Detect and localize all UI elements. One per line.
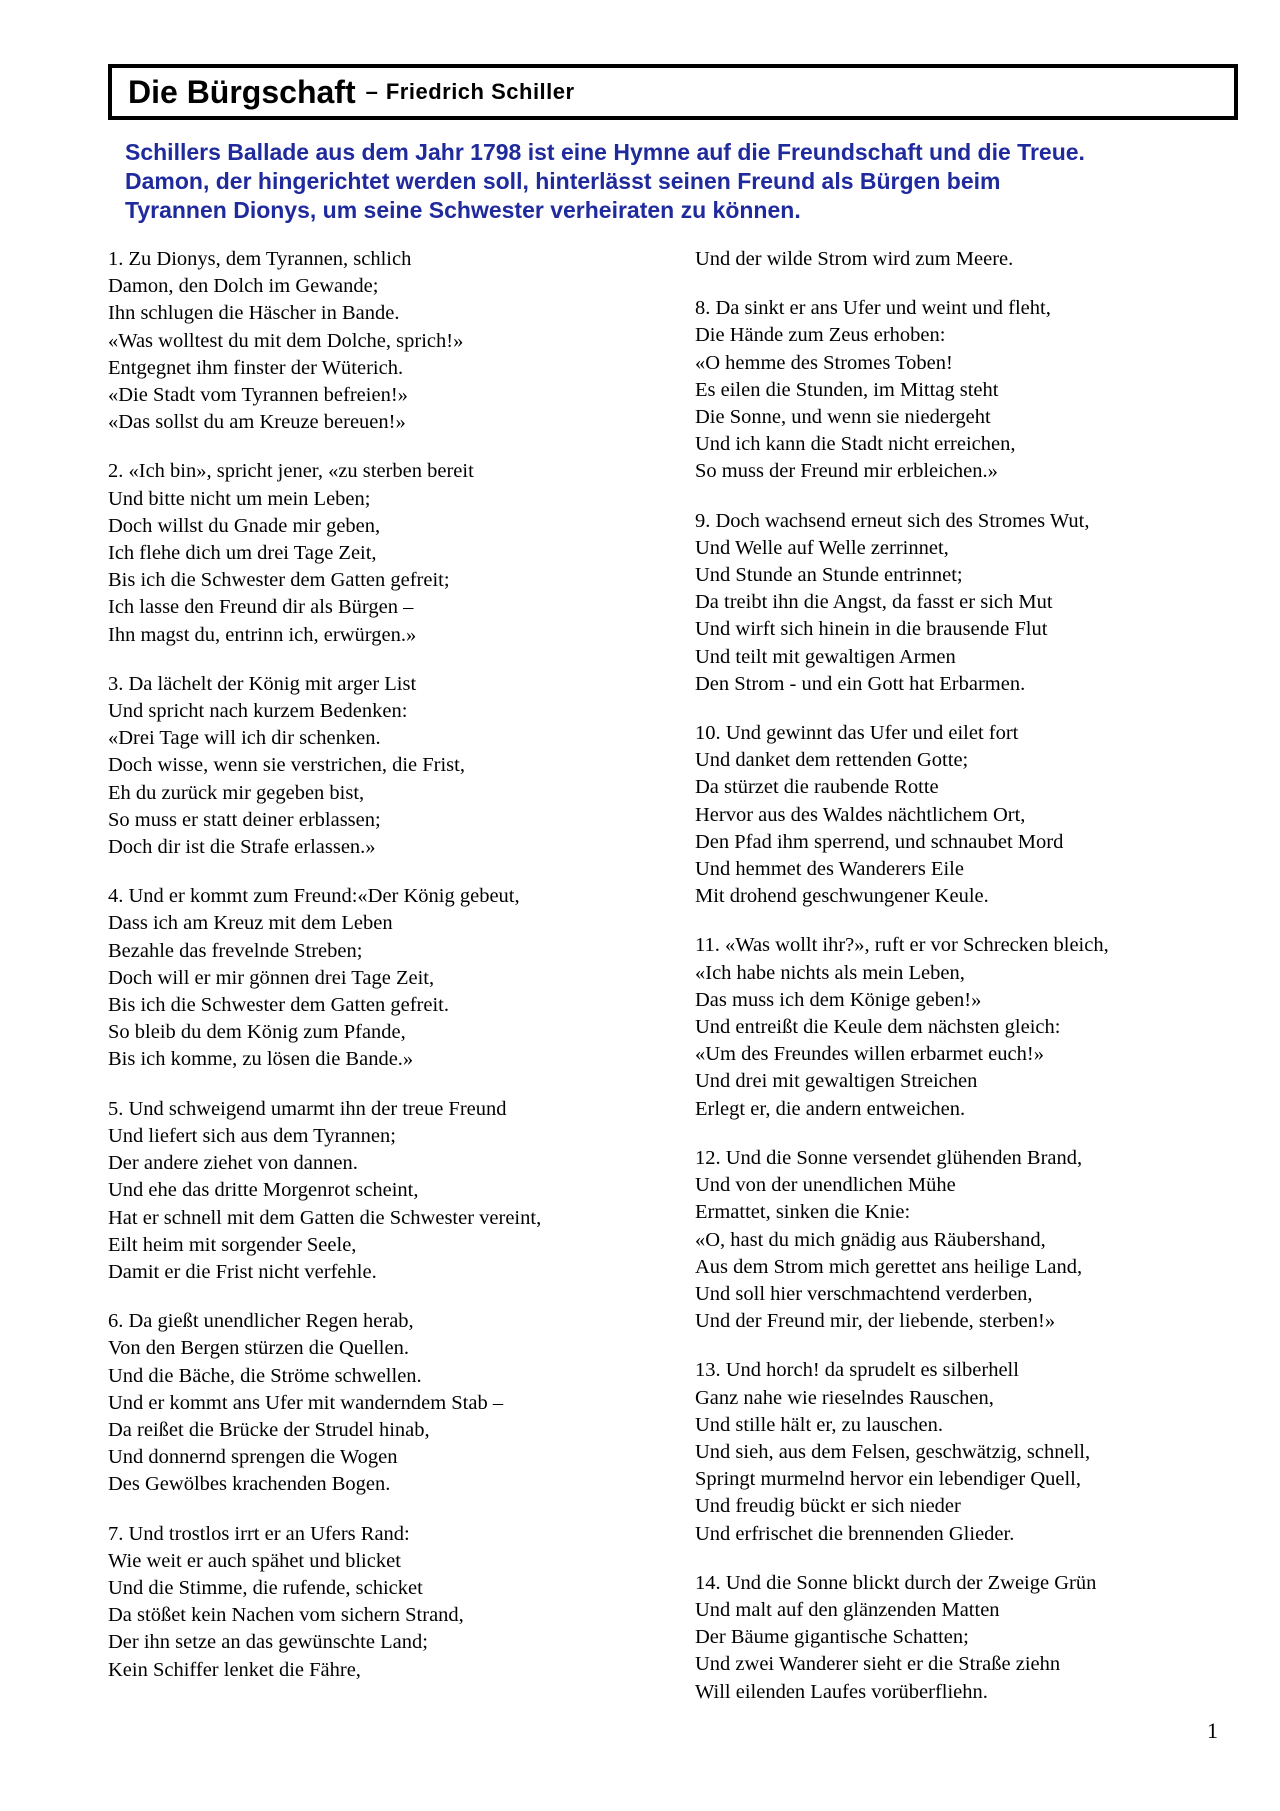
verse-line: 14. Und die Sonne blickt durch der Zweige Grün (695, 1571, 1097, 1594)
verse-line: 1. Zu Dionys, dem Tyrannen, schlich (108, 248, 412, 270)
verse-line: Der ihn setze an das gewünschte Land; (108, 1631, 428, 1654)
stanza (695, 720, 1255, 910)
verse-line: Entgegnet ihm finster der Wüterich. (108, 356, 404, 379)
verse-line: Wie weit er auch spähet und blicket (108, 1549, 401, 1572)
verse-line: Ich lasse den Freund dir als Bürgen – (108, 596, 414, 619)
verse-line: Und malt auf den glänzenden Matten (695, 1598, 1000, 1621)
verse-line: Eh du zurück mir gegeben bist, (108, 781, 365, 804)
verse-line: 6. Da gießt unendlicher Regen herab, (108, 1310, 414, 1333)
verse-line: Da stürzet die raubende Rotte (695, 776, 939, 799)
verse-line: Bezahle das frevelnde Streben; (108, 939, 363, 962)
verse-line: Und liefert sich aus dem Tyrannen; (108, 1124, 396, 1147)
verse-line: Bis ich die Schwester dem Gatten gefreit. (108, 994, 449, 1017)
verse-line: Ganz nahe wie rieselndes Rauschen, (695, 1386, 994, 1409)
verse-line: Und danket dem rettenden Gotte; (695, 749, 969, 772)
verse-line: 12. Und die Sonne versendet glühenden Brand, (695, 1146, 1083, 1169)
title-separator: – (365, 79, 378, 104)
verse-line: Ermattet, sinken die Knie: (695, 1201, 911, 1224)
stanza (108, 1308, 668, 1498)
verse-line: Und er kommt ans Ufer mit wanderndem Stab – (108, 1391, 504, 1414)
title-box (108, 64, 1238, 120)
verse-line: Und Stunde an Stunde entrinnet; (695, 564, 963, 587)
verse-line: Und stille hält er, zu lauschen. (695, 1413, 943, 1436)
stanza (695, 508, 1255, 698)
verse-line: Den Strom - und ein Gott hat Erbarmen. (695, 672, 1026, 695)
verse-line: 13. Und horch! da sprudelt es silberhell (695, 1359, 1019, 1382)
verse-line: Damon, den Dolch im Gewande; (108, 275, 379, 298)
verse-line: Und Welle auf Welle zerrinnet, (695, 536, 949, 559)
verse-line: Die Hände zum Zeus erhoben: (695, 324, 946, 347)
verse-line: 11. «Was wollt ihr?», ruft er vor Schrecken bleich, (695, 934, 1109, 957)
verse-line: Aus dem Strom mich gerettet ans heilige Land, (695, 1255, 1083, 1278)
verse-line: Und bitte nicht um mein Leben; (108, 487, 371, 510)
verse-line: Und teilt mit gewaltigen Armen (695, 645, 956, 668)
verse-line: Bis ich die Schwester dem Gatten gefreit; (108, 569, 450, 592)
verse-line: Eilt heim mit sorgender Seele, (108, 1233, 357, 1256)
verse-line: Ihn magst du, entrinn ich, erwürgen.» (108, 623, 417, 646)
verse-line: «O, hast du mich gnädig aus Räubershand, (695, 1228, 1046, 1251)
page-number: 1 (1207, 1718, 1218, 1743)
verse-line: Doch wisse, wenn sie verstrichen, die Frist, (108, 754, 465, 777)
verse-line: 7. Und trostlos irrt er an Ufers Rand: (108, 1522, 410, 1545)
right-column (695, 246, 1255, 1728)
verse-line: «Das sollst du am Kreuze bereuen!» (108, 411, 406, 434)
verse-line: Und drei mit gewaltigen Streichen (695, 1070, 978, 1093)
verse-line: Und freudig bückt er sich nieder (695, 1495, 961, 1518)
verse-line: 10. Und gewinnt das Ufer und eilet fort (695, 722, 1019, 745)
stanza (695, 246, 1255, 273)
verse-line: Des Gewölbes krachenden Bogen. (108, 1473, 391, 1496)
verse-line: Und die Stimme, die rufende, schicket (108, 1576, 423, 1599)
stanza (108, 671, 668, 861)
verse-line: So muss der Freund mir erbleichen.» (695, 460, 998, 483)
verse-line: Springt murmelnd hervor ein lebendiger Quell, (695, 1468, 1081, 1491)
verse-line: «Um des Freundes willen erbarmet euch!» (695, 1043, 1044, 1066)
stanza (695, 1145, 1255, 1335)
stanza (695, 1357, 1255, 1547)
verse-line: 3. Da lächelt der König mit arger List (108, 672, 417, 695)
verse-line: Und von der unendlichen Mühe (695, 1174, 956, 1197)
stanza (108, 246, 668, 436)
stanza (695, 295, 1255, 485)
verse-line: Und hemmet des Wanderers Eile (695, 858, 964, 881)
verse-line: So bleib du dem König zum Pfande, (108, 1021, 406, 1044)
verse-line: Da reißet die Brücke der Strudel hinab, (108, 1418, 430, 1441)
verse-line: «O hemme des Stromes Toben! (695, 351, 953, 374)
verse-line: Kein Schiffer lenket die Fähre, (108, 1658, 361, 1681)
verse-line: Da treibt ihn die Angst, da fasst er sich Mut (695, 591, 1053, 614)
verse-line: Und der wilde Strom wird zum Meere. (695, 248, 1014, 270)
verse-line: Und entreißt die Keule dem nächsten gleich: (695, 1016, 1061, 1039)
verse-line: Der andere ziehet von dannen. (108, 1152, 358, 1175)
stanza (695, 1570, 1255, 1706)
intro-paragraph (125, 138, 1235, 225)
verse-line: «Drei Tage will ich dir schenken. (108, 727, 381, 750)
verse-line: 4. Und er kommt zum Freund:«Der König gebeut, (108, 885, 520, 908)
stanza (695, 932, 1255, 1122)
verse-line: Und donnernd sprengen die Wogen (108, 1446, 398, 1469)
verse-line: Die Sonne, und wenn sie niedergeht (695, 406, 991, 429)
verse-line: Und spricht nach kurzem Bedenken: (108, 700, 408, 723)
verse-line: 5. Und schweigend umarmt ihn der treue Freund (108, 1097, 507, 1120)
verse-line: Damit er die Frist nicht verfehle. (108, 1260, 377, 1283)
verse-line: Und soll hier verschmachtend verderben, (695, 1282, 1033, 1305)
verse-line: 8. Da sinkt er ans Ufer und weint und fleht, (695, 297, 1051, 320)
verse-line: So muss er statt deiner erblassen; (108, 808, 381, 831)
verse-line: Hervor aus des Waldes nächtlichem Ort, (695, 803, 1026, 826)
intro-line: Tyrannen Dionys, um seine Schwester verheiraten zu können. (125, 197, 801, 223)
verse-line: Das muss ich dem Könige geben!» (695, 988, 982, 1011)
verse-line: Den Pfad ihm sperrend, und schnaubet Mord (695, 830, 1064, 853)
verse-line: 2. «Ich bin», spricht jener, «zu sterben bereit (108, 460, 474, 483)
verse-line: Da stößet kein Nachen vom sichern Strand, (108, 1604, 464, 1627)
verse-line: Und zwei Wanderer sieht er die Straße ziehn (695, 1653, 1061, 1676)
verse-line: Und ehe das dritte Morgenrot scheint, (108, 1179, 419, 1202)
verse-line: Es eilen die Stunden, im Mittag steht (695, 378, 999, 401)
verse-line: Und ich kann die Stadt nicht erreichen, (695, 433, 1016, 456)
verse-line: Und die Bäche, die Ströme schwellen. (108, 1364, 422, 1387)
verse-line: «Die Stadt vom Tyrannen befreien!» (108, 384, 408, 407)
verse-line: 9. Doch wachsend erneut sich des Stromes Wut, (695, 509, 1090, 532)
verse-line: Und erfrischet die brennenden Glieder. (695, 1522, 1015, 1545)
verse-line: Ihn schlugen die Häscher in Bande. (108, 302, 400, 325)
verse-line: «Ich habe nichts als mein Leben, (695, 961, 965, 984)
verse-line: Bis ich komme, zu lösen die Bande.» (108, 1048, 414, 1071)
verse-line: Und der Freund mir, der liebende, sterben!» (695, 1310, 1056, 1333)
verse-line: Und sieh, aus dem Felsen, geschwätzig, schnell, (695, 1440, 1091, 1463)
left-column (108, 246, 668, 1706)
verse-line: Dass ich am Kreuz mit dem Leben (108, 912, 393, 935)
stanza (108, 883, 668, 1073)
verse-line: Doch willst du Gnade mir geben, (108, 514, 381, 537)
verse-line: Doch dir ist die Strafe erlassen.» (108, 836, 376, 859)
verse-line: Von den Bergen stürzen die Quellen. (108, 1337, 409, 1360)
verse-line: Und wirft sich hinein in die brausende Flut (695, 618, 1048, 641)
verse-line: Ich flehe dich um drei Tage Zeit, (108, 542, 377, 565)
verse-line: Hat er schnell mit dem Gatten die Schwester vereint, (108, 1206, 542, 1229)
verse-line: Will eilenden Laufes vorüberfliehn. (695, 1680, 988, 1703)
intro-line: Schillers Ballade aus dem Jahr 1798 ist eine Hymne auf die Freundschaft und die Treue. (125, 139, 1085, 165)
stanza (108, 1521, 668, 1684)
verse-line: Erlegt er, die andern entweichen. (695, 1097, 966, 1120)
poem-title: Die Bürgschaft (128, 73, 356, 110)
verse-line: Der Bäume gigantische Schatten; (695, 1626, 969, 1649)
verse-line: Mit drohend geschwungener Keule. (695, 885, 989, 908)
verse-line: Doch will er mir gönnen drei Tage Zeit, (108, 966, 435, 989)
stanza (108, 1096, 668, 1286)
intro-line: Damon, der hingerichtet werden soll, hinterlässt seinen Freund als Bürgen beim (125, 168, 1001, 194)
poem-author: Friedrich Schiller (385, 79, 575, 104)
verse-line: «Was wolltest du mit dem Dolche, sprich!» (108, 329, 464, 352)
stanza (108, 458, 668, 648)
